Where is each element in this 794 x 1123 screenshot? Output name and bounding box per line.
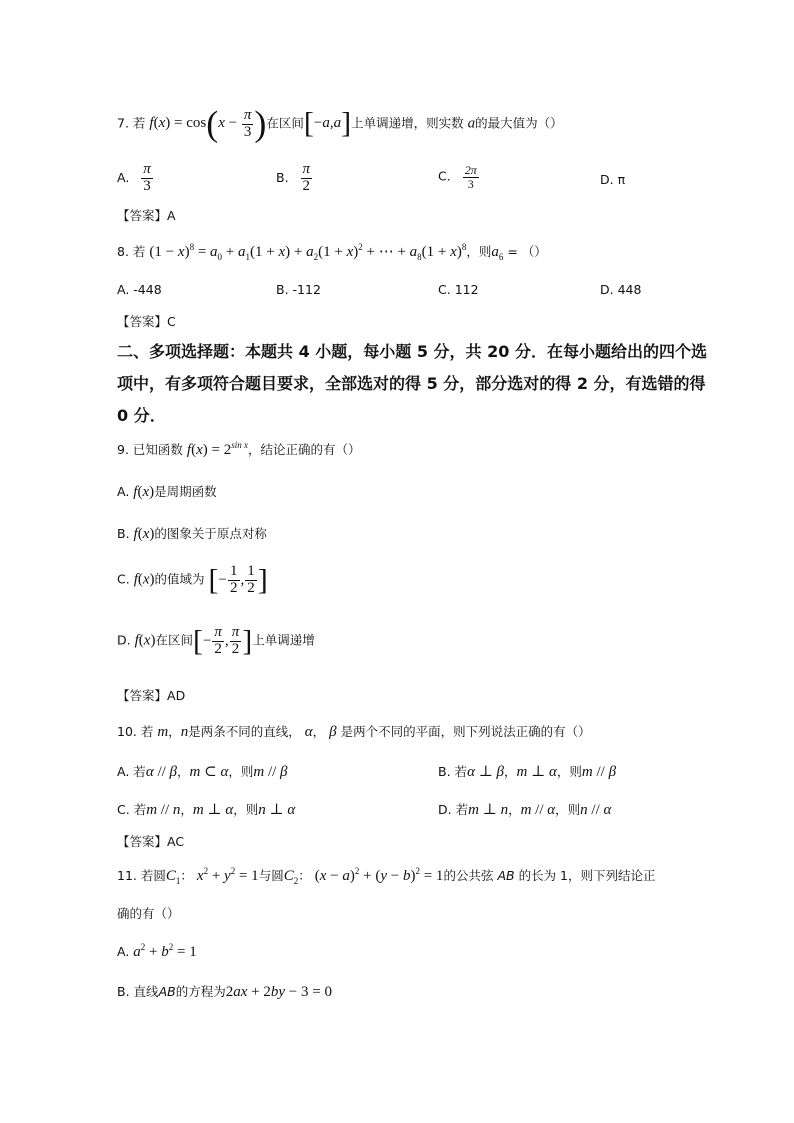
q11-option-a: A. $a^2 + b^2 = 1$ [117,942,197,960]
q10-option-c: C. 若m // n，m ⊥ α，则n ⊥ α [117,802,296,818]
q7-answer: 【答案】A [117,208,176,223]
q9-stem: 9. 已知函数 $f(x) = 2^{sin x}$，结论正确的有（） [117,440,361,458]
q8-answer: 【答案】C [117,314,176,329]
q11-stem-line2: 确的有（） [117,906,180,921]
q8-option-c: C. 112 [438,282,479,297]
q11-option-b: B. 直线AB的方程为2ax + 2by − 3 = 0 [117,984,332,1000]
q9-option-a: A. f(x)是周期函数 [117,484,217,500]
section-2-heading: 二、多项选择题：本题共 4 小题，每小题 5 分，共 20 分．在每小题给出的四个选项中，有多项符合题目要求，全部选对的得 5 分，部分选对的得 2 分，有选错的得 0 分． [117,342,707,425]
q7-option-a: A. $\frac{\pi}{3}$ [117,161,151,194]
q9-option-b: B. f(x)的图象关于原点对称 [117,526,267,542]
q10-option-a: A. 若α // β，m ⊂ α，则m // β [117,764,288,780]
q7-option-b: B. $\frac{\pi}{2}$ [276,161,311,194]
q10-option-b: B. 若α ⊥ β，m ⊥ α，则m // β [438,764,617,780]
q11-stem: 11. 若圆$C_1$： $x^2 + y^2 = 1$与圆$C_2$： $(x - a)^2 + (y - b)^2 = 1$的公共弦 AB 的长为 1，则下列结论正 [117,866,656,886]
q7-stem: 7. 若 f(x) = cos(x − $\frac{\pi}{3}$ )在区间[−a,a]上单调递增，则实数 a的最大值为（） [117,104,563,144]
q8-option-d: D. 448 [600,282,642,297]
q8-option-b: B. -112 [276,282,321,297]
q7-option-d: D. π [600,172,626,187]
q8-option-a: A. -448 [117,282,162,297]
q7-option-c: C. $\frac{2\pi}{3}$ [438,163,477,191]
q10-option-d: D. 若m ⊥ n，m // α，则n // α [438,802,612,818]
q7-function: f(x) = cos(x − $\frac{\pi}{3}$ ) [149,104,267,144]
q9-option-d: D. f(x)在区间[− $\frac{\pi}{2}$ , $\frac{\pi}{2}$ ]上单调递增 [117,624,315,658]
q9-answer: 【答案】AD [117,688,186,703]
q7-number: 7. [117,115,129,131]
q10-answer: 【答案】AC [117,834,185,849]
q10-stem: 10. 若 m，n是两条不同的直线， α， β 是两个不同的平面，则下列说法正确的有（） [117,724,591,740]
q9-option-c: C. f(x)的值域为 [− $\frac{1}{2}$ , $\frac{1}{2}$ ] [117,563,268,597]
q8-stem: 8. 若 $(1 - x)^8 = a_0 + a_1(1 + x) + a_2(1 + x)^2$ + ⋯ + $a_8(1 + x)^8$，则$a_6$ = （） [117,242,547,262]
